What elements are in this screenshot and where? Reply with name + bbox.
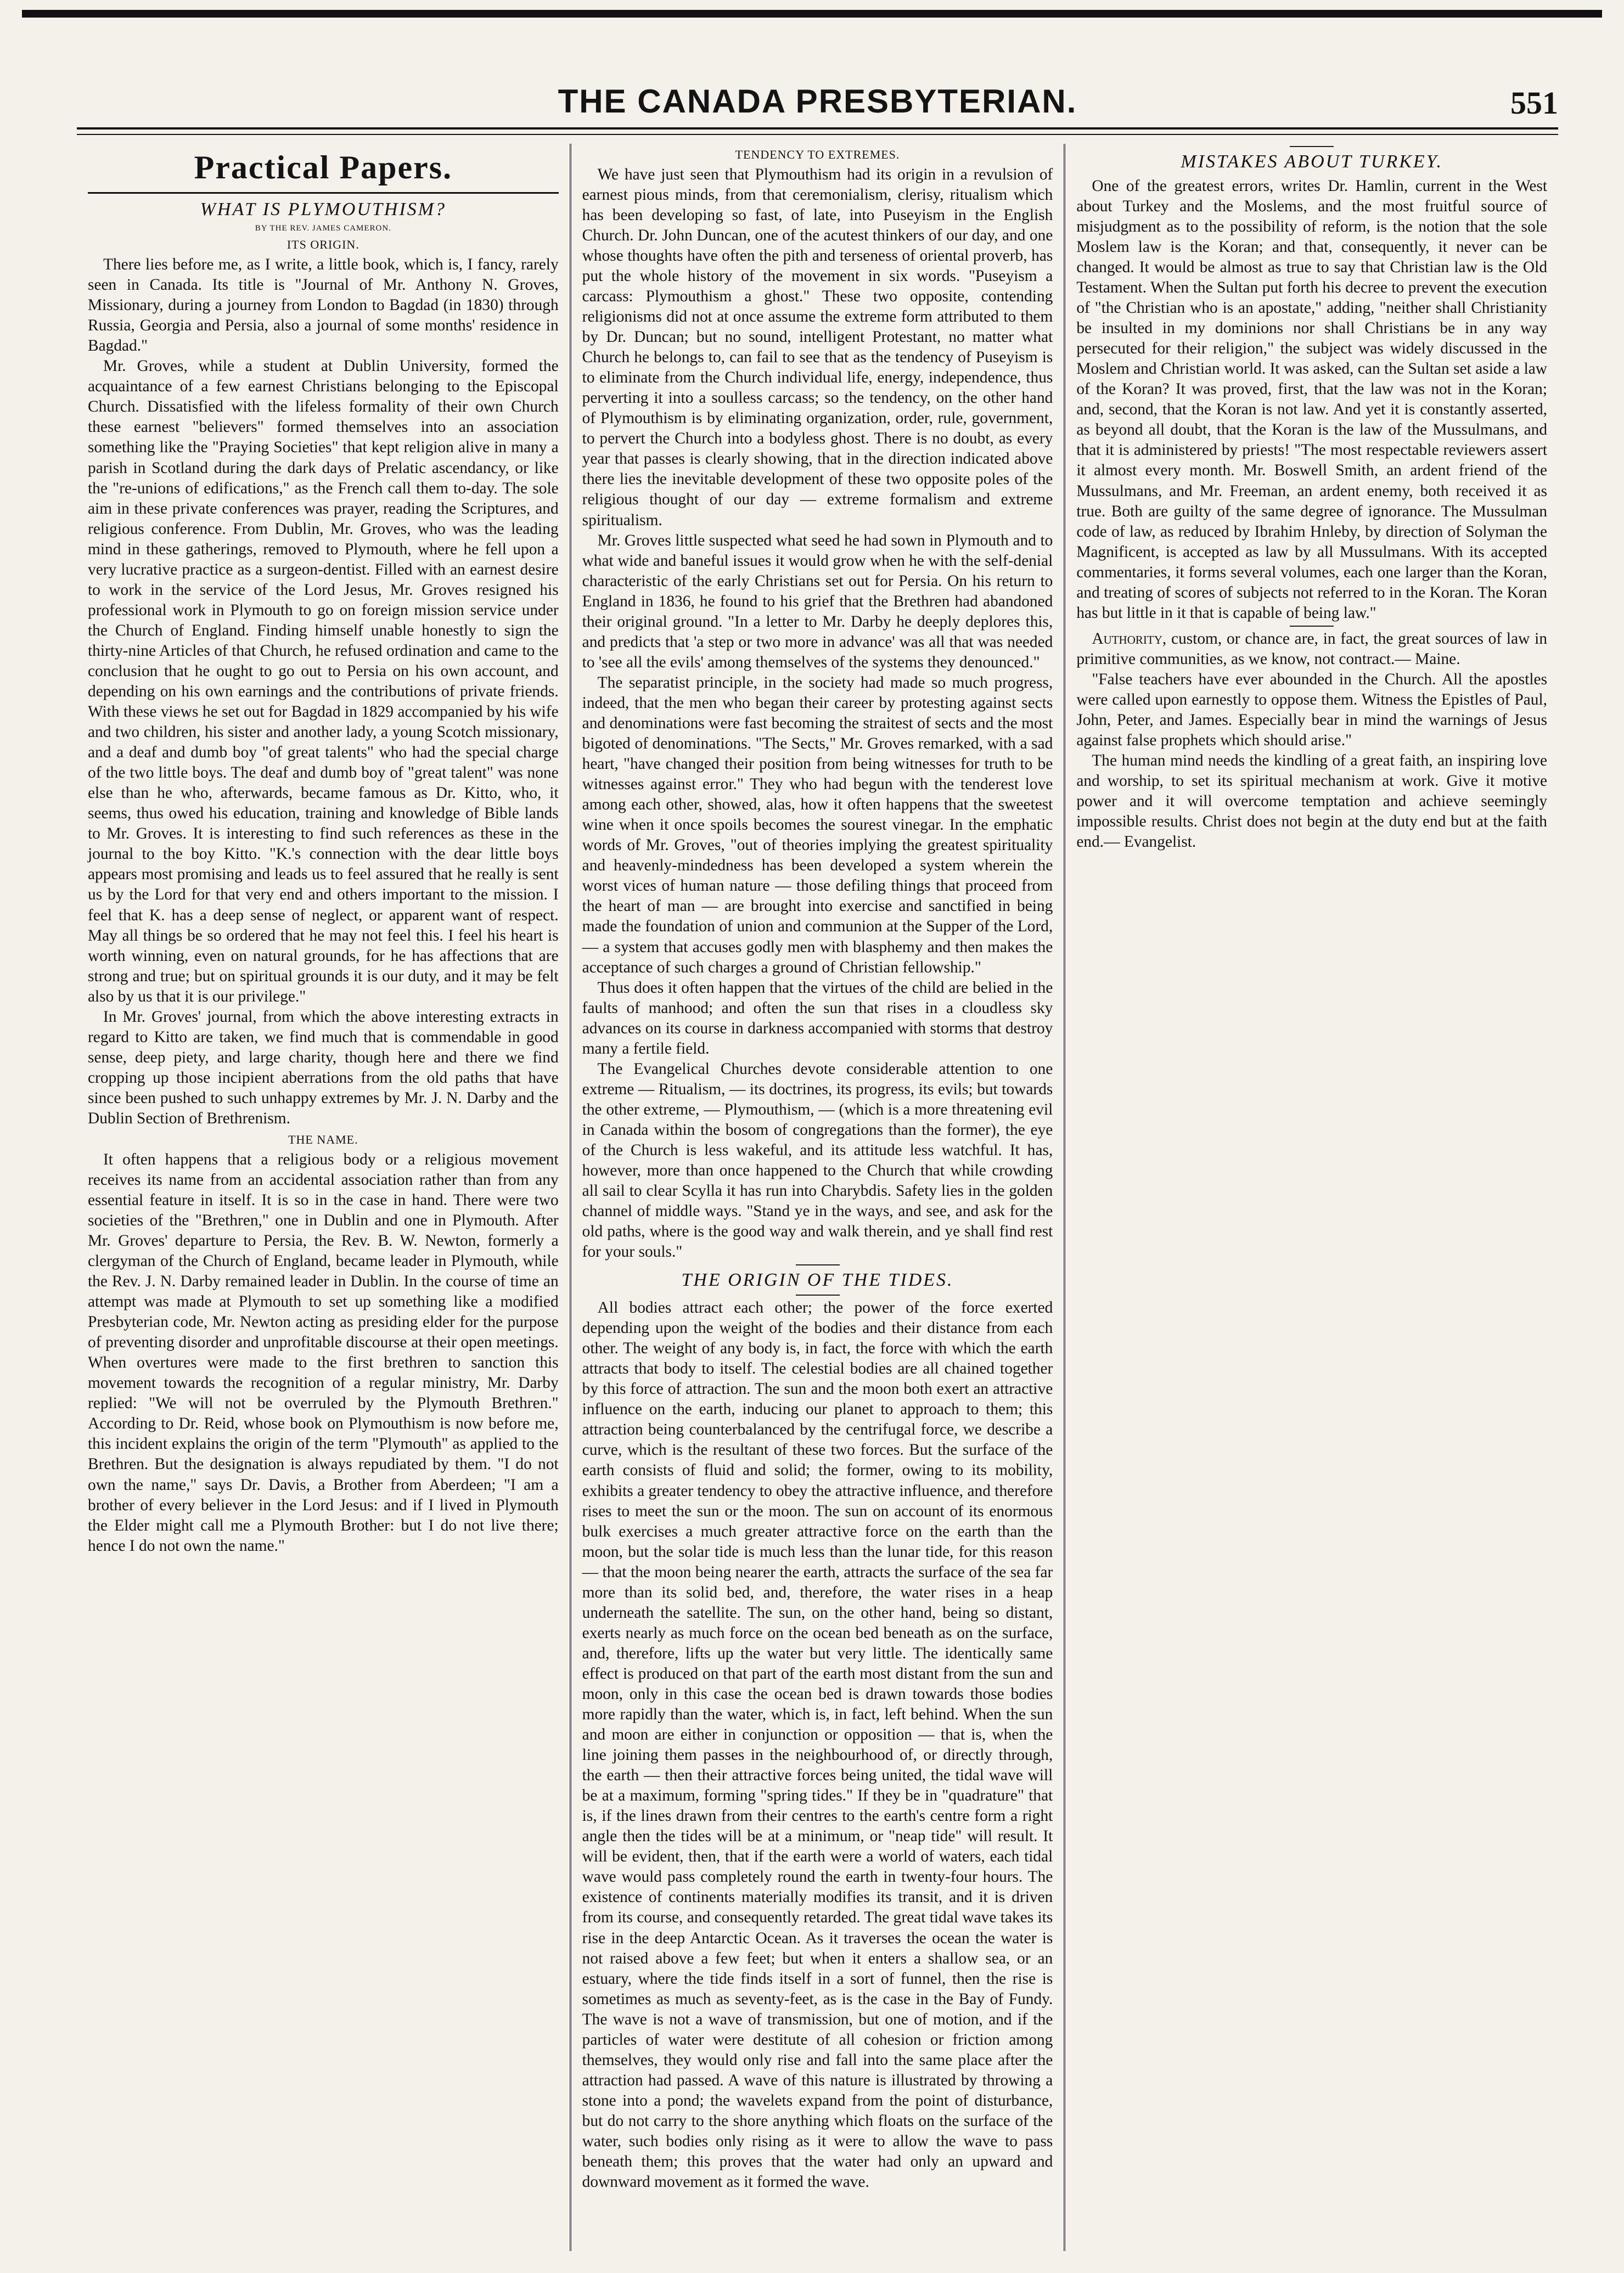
column-2 — [570, 144, 1064, 2251]
section-rule — [88, 192, 559, 194]
divider — [796, 1295, 840, 1296]
article-title-turkey: MISTAKES ABOUT TURKEY. — [1181, 151, 1443, 172]
paragraph: In Mr. Groves' journal, from which the above interesting extracts in regard to Kitto are taken, we find much that is commendable in good sense, deep piety, and large charity, though here and there we find cropping up those incipient aberrations from the old paths that have since been pushed to such unhappy extremes by Mr. J. N. Darby and the Dublin Section of Brethrenism. — [88, 1008, 559, 1127]
article-title-tides: THE ORIGIN OF THE TIDES. — [681, 1270, 954, 1291]
subhead-tendency: TENDENCY TO EXTREMES. — [735, 148, 900, 161]
filler-false-teachers: "False teachers have ever abounded in the Church. All the apostles were called upon earnestly to oppose them. Witness the Epistles of Paul, John, Peter, and James. Especially bear in mind the warnings of Jesus against false prophets which should arise." — [1076, 670, 1548, 750]
column-3 — [1064, 144, 1558, 2251]
filler-human-mind: The human mind needs the kindling of a great faith, an inspiring love and worship, to set its spiritual mechanism at work. Give it motive power and it will overcome temptation and achieve seemingly impossible results. Christ does not begin at the duty end but at the faith end.— Evangelist. — [1076, 752, 1548, 851]
divider — [1290, 626, 1334, 627]
paragraph: The Evangelical Churches devote considerable attention to one extreme — Ritualism, — its doctrines, its progress, its evils; but towards the other extreme, — Plymouthism, — (which is a more threatening evil in Canada within the bosom of congregations than the former), the eye of the Church is less wakeful, and its attitude less watchful. It has, however, more than once happened to the Church that while crowding all sail to clear Scylla it has run into Charybdis. Safety lies in the golden channel of middle ways. "Stand ye in the ways, and see, and ask for the old paths, where is the good way and walk therein, and ye shall find rest for your souls." — [582, 1060, 1053, 1261]
divider — [1290, 146, 1334, 147]
section-title: Practical Papers. — [194, 149, 453, 185]
paragraph: There lies before me, as I write, a little book, which is, I fancy, rarely seen in Canada. Its title is "Journal of Mr. Anthony N. Groves, Missionary, during a journey from London to Bagdad (in 1830) through Russia, Georgia and Persia, also a journal of some months' residence in Bagdad." — [88, 256, 559, 355]
paragraph: One of the greatest errors, writes Dr. Hamlin, current in the West about Turkey and the Moslems, and the most fruitful source of misjudgment as to the possibility of reform, is the notion that the sole Moslem law is the Koran; and that, consequently, it never can be changed. It would be almost as true to say that Christian law is the Old Testament. When the Sultan put forth his decree to prevent the execution of "the Christian who is an apostate," adding, "neither shall Christianity be insulted in my dominions nor shall Christians be in any way persecuted for their religion," the subject was widely discussed in the Moslem and Christian world. It was asked, can the Sultan set aside a law of the Koran? It was proved, first, that the law was not in the Koran; and, second, that the Koran is not law. And yet it is constantly asserted, as beyond all doubt, that the Koran is the law of the Mussulmans, and that it is administered by priests! "The most respectable reviewers assert it almost every month. Mr. Boswell Smith, an ardent friend of the Mussulmans, and Mr. Freeman, an ardent enemy, both received it as true. Both are guilty of the same degree of ignorance. The Mussulman code of law, as reduced by Ibrahim Hnleby, by direction of Solyman the Magnificent, is accepted as law by all Mussulmans. With its accepted commentaries, it forms several volumes, each one larger than the Koran, and treating of scores of subjects not referred to in the Koran. The Koran has but little in it that is capable of being law." — [1076, 177, 1548, 622]
page-number: 551 — [1510, 85, 1558, 121]
paragraph: It often happens that a religious body or a religious movement receives its name from an accidental association rather than from any essential feature in itself. It is so in the case in hand. There were two societies of the "Brethren," one in Dublin and one in Plymouth. After Mr. Groves' departure to Persia, the Rev. B. W. Newton, formerly a clergyman of the Church of England, became leader in Plymouth, while the Rev. J. N. Darby remained leader in Dublin. In the course of time an attempt was made at Plymouth to set up something like a modified Presbyterian code, Mr. Newton acting as presiding elder for the purpose of preventing disorder and unprofitable discourse at their open meetings. When overtures were made to the first brethren to sanction this movement towards the recognition of a regular ministry, Mr. Darby replied: "We will not be overruled by the Plymouth Brethren." According to Dr. Reid, whose book on Plymouthism is now before me, this incident explains the origin of the term "Plymouth" as applied to the Brethren. But the designation is always repudiated by them. "I do not own the name," says Dr. Davis, a Brother from Aberdeen; "I am a brother of every believer in the Lord Jesus: and if I lived in Plymouth the Elder might call me a Plymouth Brother: but I do not live there; hence I do not own the name." — [88, 1150, 559, 1555]
paragraph: We have just seen that Plymouthism had its origin in a revulsion of earnest pious minds, from that ceremonialism, clerisy, ritualism which has been developing so fast, of late, into Puseyism in the English Church. Dr. John Duncan, one of the acutest thinkers of our day, and one whose thoughts have often the pith and terseness of oriental proverb, has put the whole history of the movement in six words. "Puseyism a carcass: Plymouthism a ghost." These two opposite, contending religionisms did not at once assume the extreme form attributed to them by Dr. Duncan; but no sound, intelligent Protestant, no matter what Church he belongs to, can fail to see that as the tendency of Puseyism is to eliminate from the Church individual life, energy, independence, thus perverting it into a soulless carcass; so the tendency, on the other hand of Plymouthism is by eliminating organization, order, rule, government, to pervert the Church into a bodyless ghost. There is no doubt, as every year that passes is clearly showing, that in the direction indicated above there lies the inevitable development of these two opposite poles of the religious thought of our day — extreme formalism and extreme spiritualism. — [582, 165, 1053, 529]
paragraph: The separatist principle, in the society had made so much progress, indeed, that the men who began their career by protesting against sects and denominations were fast becoming the straitest of sects and the most bigoted of denominations. "The Sects," Mr. Groves remarked, with a sad heart, "have changed their position from being witnesses for truth to be witnesses against error." They who had begun with the tenderest love among each other, showed, alas, how it often happens that the sweetest wine when it once spoils becomes the sourest vinegar. In the emphatic words of Mr. Groves, "out of theories implying the greatest spirituality and heavenly-mindedness has been developed a system wherein the worst vices of human nature — those defiling things that proceed from the heart of man — are brought into exercise and sanctified in being made the foundation of union and communion at the Supper of the Lord, — a system that accuses godly men with blasphemy and then makes the acceptance of such charges a ground of Christian fellowship." — [582, 673, 1053, 976]
paragraph: Mr. Groves little suspected what seed he had sown in Plymouth and to what wide and baneful issues it would grow when he with the self-denial characteristic of the early Christians set out for Persia. On his return to England in 1836, he found to his grief that the Brethren had abandoned their original ground. "In a letter to Mr. Darby he deeply deplores this, and predicts that 'a step or two more in advance' was all that was needed to 'see all the evils' among themselves of the systems they denounced." — [582, 531, 1053, 671]
column-1 — [77, 144, 570, 2251]
publication-title: THE CANADA PRESBYTERIAN. — [558, 83, 1077, 120]
filler-text: custom, or chance are, in fact, the great sources of law in primitive communities, as we know, not contract.— Maine. — [1076, 629, 1548, 668]
filler-authority — [1076, 629, 1547, 669]
article-title-plymouthism: WHAT IS PLYMOUTHISM? — [200, 199, 447, 220]
subhead-name: THE NAME. — [288, 1133, 358, 1147]
masthead — [77, 82, 1558, 126]
columns — [77, 144, 1558, 2251]
header-rule-thin — [77, 134, 1558, 135]
divider — [796, 1264, 840, 1265]
header-rule — [77, 127, 1558, 130]
subhead-origin: ITS ORIGIN. — [286, 238, 359, 252]
filler-lead: Authority, — [1092, 629, 1167, 648]
top-rule — [22, 10, 1602, 18]
byline: BY THE REV. JAMES CAMERON. — [255, 224, 391, 233]
paragraph: All bodies attract each other; the power of the force exerted depending upon the weight of the bodies and their distance from each other. The weight of any body is, in fact, the force with which the earth attracts that body to itself. The celestial bodies are all chained together by this force of attraction. The sun and the moon both exert an attractive influence on the earth, inducing our planet to approach to them; this attraction being counterbalanced by the centrifugal force, we describe a curve, which is the resultant of these two forces. But the surface of the earth consists of fluid and solid; the former, owing to its mobility, exhibits a greater tendency to obey the attractive influence, and therefore rises to meet the sun or the moon. The sun on account of its enormous bulk exercises a much greater attractive force on the earth than the moon, but the solar tide is much less than the lunar tide, for this reason — that the moon being nearer the earth, attracts the surface of the sea far more than its solid bed, and, therefore, the water rises in a heap underneath the satellite. The sun, on the other hand, being so distant, exerts nearly as much force on the ocean bed beneath as on the surface, and, therefore, lifts up the water but very little. The identically same effect is produced on that part of the earth most distant from the sun and moon, only in this case the ocean bed is drawn towards those bodies more rapidly than the water, which is, in fact, left behind. When the sun and moon are either in conjunction or opposition — that is, when the line joining them passes in the neighbourhood of, or directly through, the earth — then their attractive forces being united, the tidal wave will be at a maximum, forming "spring tides." If they be in "quadrature" that is, if the lines drawn from their centres to the earth's centre form a right angle then the tides will be at a minimum, or "neap tide" will result. It will be evident, then, that if the earth were a world of waters, each tidal wave would pass completely round the earth in twenty-four hours. The existence of continents materially modifies its transit, and it is driven from its course, and consequently retarded. The great tidal wave takes its rise in the deep Antarctic Ocean. As it traverses the ocean the water is not raised above a few feet; but when it enters a shallow sea, or an estuary, where the tide finds itself in a sort of funnel, then the rise is sometimes as much as seventy-feet, as is the case in the Bay of Fundy. The wave is not a wave of transmission, but one of motion, and if the particles of water were destitute of all cohesion or friction among themselves, they would only rise and fall into the same place after the attraction had passed. A wave of this nature is illustrated by throwing a stone into a pond; the wavelets expand from the point of disturbance, but do not carry to the shore anything which floats on the surface of the water, such bodies only rising as it were to allow the wave to pass beneath them; this proves that the water had only an upward and downward movement as it formed the wave. — [582, 1299, 1053, 2191]
paragraph: Thus does it often happen that the virtues of the child are belied in the faults of manhood; and often the sun that rises in a cloudless sky advances on its course in darkness accompanied with storms that destroy many a fertile field. — [582, 978, 1053, 1057]
paragraph: Mr. Groves, while a student at Dublin University, formed the acquaintance of a few earnest Christians belonging to the Episcopal Church. Dissatisfied with the lifeless formality of their own Church these earnest "believers" formed themselves into an association something like the "Praying Societies" that kept religion alive in many a parish in Scotland during the dark days of Prelatic ascendancy, or like the "re-unions of edifications," as the French call them to-day. The sole aim in these private conferences was prayer, reading the Scriptures, and religious conference. From Dublin, Mr. Groves, who was the leading mind in these gatherings, removed to Plymouth, where he fell upon a very lucrative practice as a surgeon-dentist. Filled with an earnest desire to work in the service of the Lord Jesus, Mr. Groves resigned his professional work in Plymouth to go on foreign mission service under the Church of England. Finding himself unable honestly to sign the thirty-nine Articles of that Church, he refused ordination and came to the conclusion that he ought to go out to Persia on his own account, and depending on his own earnings and the contributions of private friends. With these views he set out for Bagdad in 1829 accompanied by his wife and two children, his sister and another lady, a young Scotch missionary, and a deaf and dumb boy "of great talents" who had the special charge of the two little boys. The deaf and dumb boy of "great talent" was none else than he who, afterwards, became famous as Dr. Kitto, who, it seems, thus owed his education, training and knowledge of Bible lands to Mr. Groves. It is interesting to find such references as these in the journal to the boy Kitto. "K.'s connection with the dear little boys appears most promising and leads us to feel assured that he really is sent us by the Lord for that very end and others important to the mission. I feel that K. has a deep sense of neglect, or apparent want of respect. May all things be so ordered that he may not feel this. I feel his heart is worth winning, even on natural grounds, for he has affections that are strong and true; but on spiritual grounds it is our duty, and it may be felt also by us that it is our privilege." — [88, 357, 559, 1005]
